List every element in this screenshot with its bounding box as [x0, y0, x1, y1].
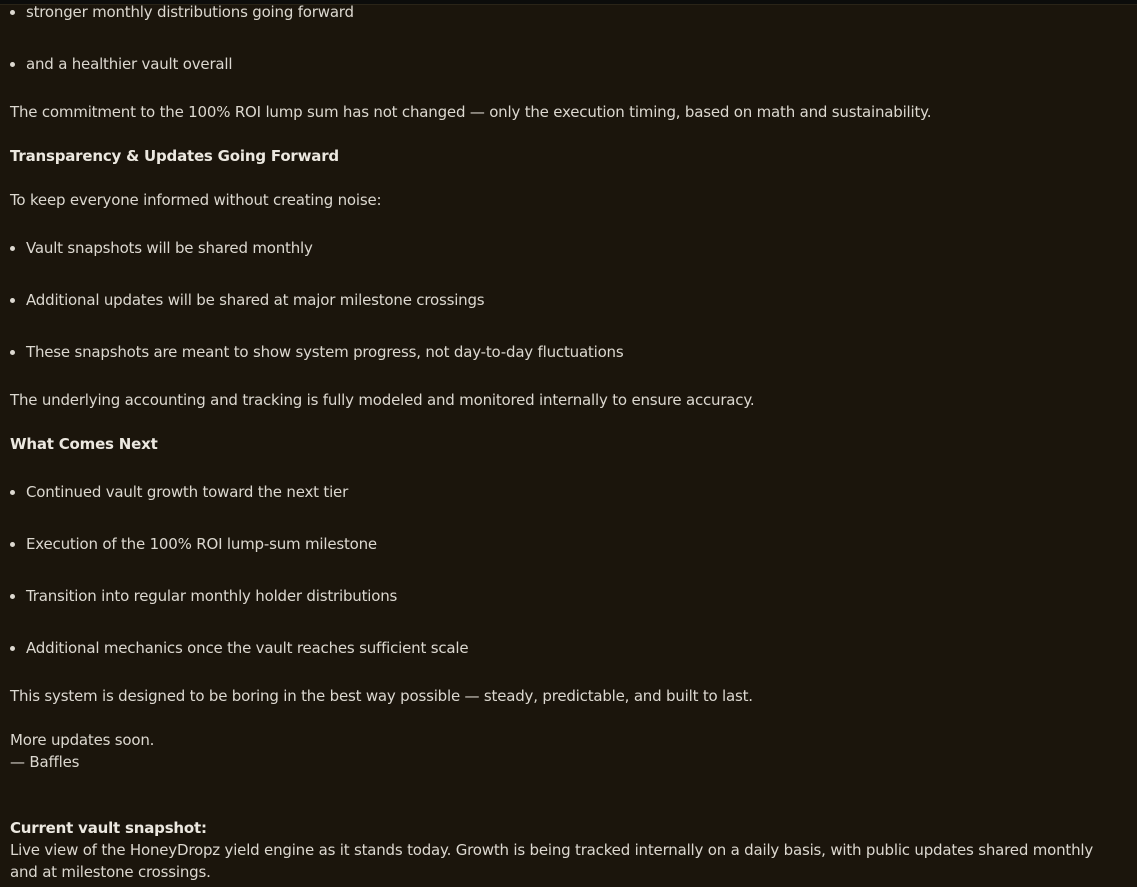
transparency-intro: To keep everyone informed without creating noise:	[10, 191, 382, 209]
bullet-dot	[10, 542, 15, 547]
next-heading: What Comes Next	[10, 435, 158, 453]
bullet-dot	[10, 10, 15, 15]
list-item-text: Additional mechanics once the vault reaches sufficient scale	[26, 639, 469, 657]
bullet-dot	[10, 350, 15, 355]
signature: — Baffles	[10, 753, 80, 771]
bullet-dot	[10, 594, 15, 599]
accounting-paragraph: The underlying accounting and tracking is fully modeled and monitored internally to ensure accuracy.	[10, 391, 755, 409]
design-paragraph: This system is designed to be boring in the best way possible — steady, predictable, and built to last.	[10, 687, 753, 705]
list-item-text: stronger monthly distributions going forward	[26, 3, 354, 21]
more-updates-text: More updates soon.	[10, 731, 155, 749]
bullet-dot	[10, 246, 15, 251]
bullet-dot	[10, 646, 15, 651]
list-item-text: Transition into regular monthly holder distributions	[26, 587, 398, 605]
snapshot-description: Live view of the HoneyDropz yield engine as it stands today. Growth is being tracked internally on a daily basis, with public updates shared monthly and at milestone crossings.	[10, 841, 1094, 881]
commitment-paragraph: The commitment to the 100% ROI lump sum has not changed — only the execution timing, based on math and sustainability.	[10, 103, 932, 121]
list-item-text: Vault snapshots will be shared monthly	[26, 239, 313, 257]
snapshot-heading: Current vault snapshot:	[10, 819, 207, 837]
bullet-dot	[10, 62, 15, 67]
bullet-dot	[10, 490, 15, 495]
list-item-text: These snapshots are meant to show system progress, not day-to-day fluctuations	[26, 343, 624, 361]
list-item-text: Continued vault growth toward the next tier	[26, 483, 349, 501]
transparency-heading: Transparency & Updates Going Forward	[10, 147, 339, 165]
list-item-text: and a healthier vault overall	[26, 55, 233, 73]
list-item-text: Additional updates will be shared at major milestone crossings	[26, 291, 485, 309]
bullet-dot	[10, 298, 15, 303]
list-item-text: Execution of the 100% ROI lump-sum milestone	[26, 535, 377, 553]
